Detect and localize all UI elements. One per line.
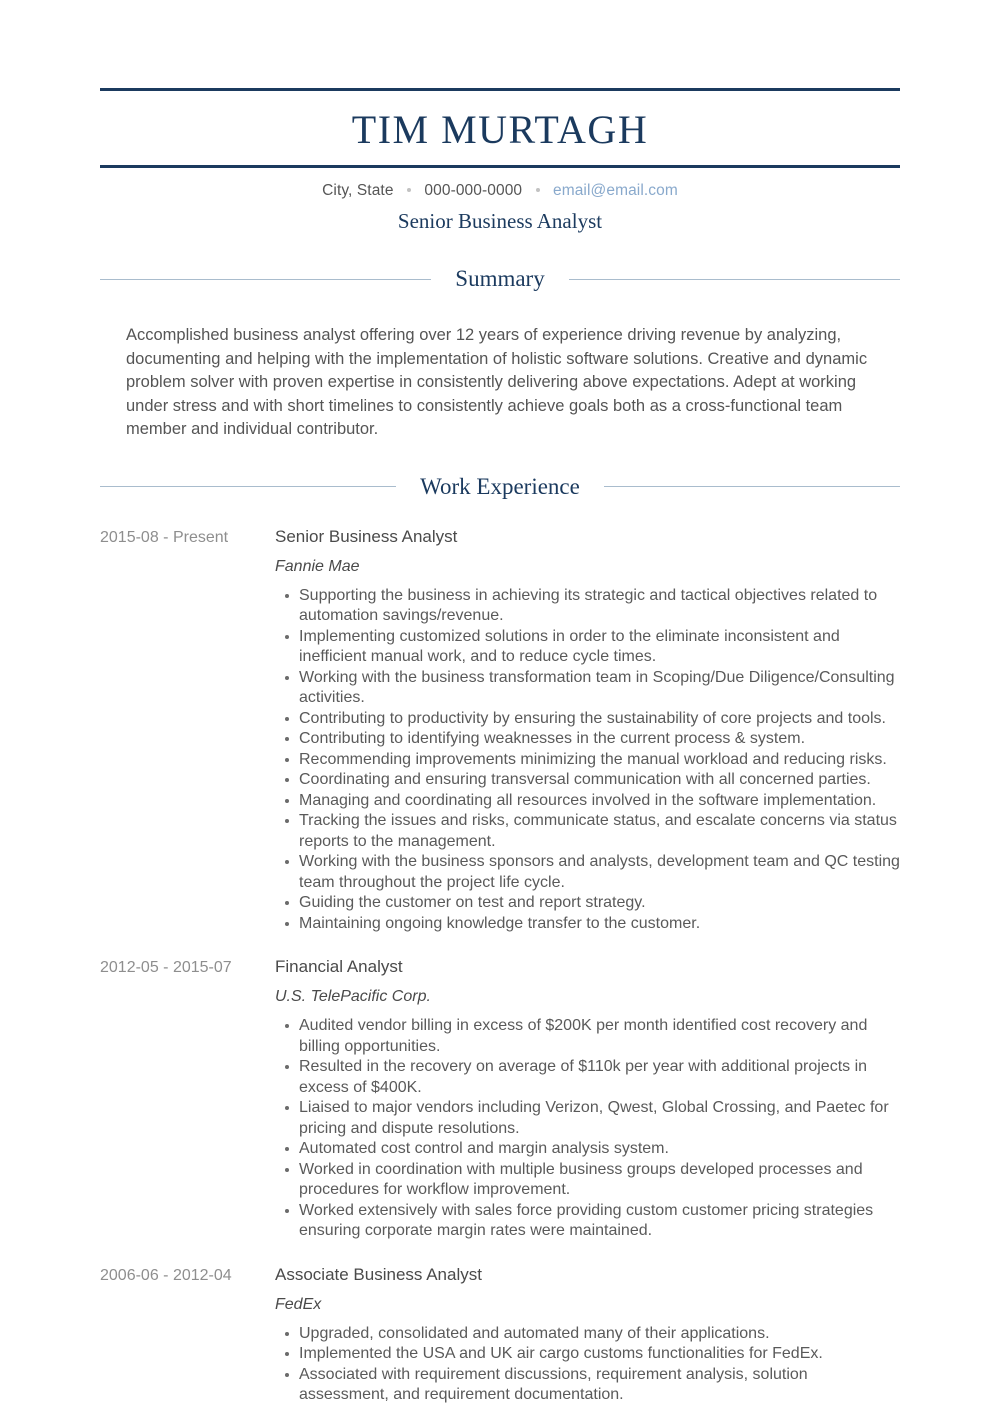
job-bullet: Guiding the customer on test and report strategy.: [299, 893, 900, 914]
section-rule-right: [569, 279, 900, 280]
job-bullet-list: [275, 1324, 900, 1406]
job-bullet: Liaised to major vendors including Verizon, Qwest, Global Crossing, and Paetec for pricing and dispute resolutions.: [299, 1098, 900, 1139]
section-header-work-experience: [100, 474, 900, 500]
job-detail: [275, 1264, 900, 1406]
job-company: U.S. TelePacific Corp.: [275, 988, 431, 1005]
job-bullet: Audited vendor billing in excess of $200K per month identified cost recovery and billing opportunities.: [299, 1016, 900, 1057]
candidate-name: TIM MURTAGH: [351, 107, 649, 152]
section-rule-left: [100, 279, 431, 280]
section-title-work-experience: Work Experience: [420, 473, 580, 499]
header-rule-bottom: [100, 165, 900, 168]
job-entry: [100, 956, 900, 1242]
work-experience-list: [100, 526, 900, 1406]
dot-separator-icon: [407, 188, 411, 192]
job-bullet: Contributing to identifying weaknesses in the current process & system.: [299, 729, 900, 750]
job-entry: [100, 1264, 900, 1406]
job-bullet: Implementing customized solutions in order to the eliminate inconsistent and inefficient manual work, and to reduce cycle times.: [299, 627, 900, 668]
job-bullet-list: [275, 586, 900, 935]
job-bullet: Working with the business sponsors and analysts, development team and QC testing team throughout the project life cycle.: [299, 852, 900, 893]
contact-phone: 000-000-0000: [424, 182, 523, 199]
job-dates: 2012-05 - 2015-07: [100, 959, 232, 976]
job-title: Senior Business Analyst: [275, 526, 458, 546]
job-bullet: Implemented the USA and UK air cargo customs functionalities for FedEx.: [299, 1344, 900, 1365]
job-company: FedEx: [275, 1295, 322, 1313]
dot-separator-icon: [536, 188, 540, 192]
job-bullet: Automated cost control and margin analysis system.: [299, 1139, 900, 1160]
job-bullet: Tracking the issues and risks, communicate status, and escalate concerns via status reports to the management.: [299, 811, 900, 852]
name-block: [100, 91, 900, 165]
candidate-headline: Senior Business Analyst: [397, 209, 603, 233]
job-bullet: Maintaining ongoing knowledge transfer to the customer.: [299, 914, 900, 935]
contact-location: City, State: [322, 182, 394, 199]
job-bullet: Worked extensively with sales force providing custom customer pricing strategies ensuring corporate margin rates were maintained.: [299, 1201, 900, 1242]
job-bullet: Resulted in the recovery on average of $110k per year with additional projects in excess of $400K.: [299, 1057, 900, 1098]
job-dates: 2015-08 - Present: [100, 528, 229, 546]
job-entry: [100, 526, 900, 935]
job-detail: [275, 526, 900, 935]
section-rule-left: [100, 486, 396, 487]
job-bullet: Working with the business transformation team in Scoping/Due Diligence/Consulting activities.: [299, 668, 900, 709]
resume-header: [100, 0, 900, 234]
section-title-summary: Summary: [455, 266, 545, 291]
job-bullet: Upgraded, consolidated and automated many of their applications.: [299, 1324, 900, 1345]
section-rule-right: [604, 486, 900, 487]
summary-text: Accomplished business analyst offering over 12 years of experience driving revenue by analyzing, documenting and helping with the implementation of holistic software solutions. Creative and dynamic problem solver with proven expertise in consistently delivering above expectations. Adept at working under stress and with short timelines to consistently achieve goals both as a cross-functional team member and individual contributor.: [126, 326, 868, 438]
job-bullet: Coordinating and ensuring transversal communication with all concerned parties.: [299, 770, 900, 791]
contact-email-link[interactable]: email@email.com: [552, 182, 678, 199]
job-company: Fannie Mae: [275, 557, 360, 575]
job-bullet-list: [275, 1016, 900, 1242]
contact-line: [100, 182, 900, 200]
job-bullet: Worked in coordination with multiple business groups developed processes and procedures for workflow improvement.: [299, 1160, 900, 1201]
job-detail: [275, 956, 900, 1242]
job-bullet: Associated with requirement discussions, requirement analysis, solution assessment, and requirement documentation.: [299, 1365, 900, 1406]
job-bullet: Recommending improvements minimizing the manual workload and reducing risks.: [299, 750, 900, 771]
job-dates: 2006-06 - 2012-04: [100, 1266, 232, 1284]
section-header-summary: [100, 266, 900, 292]
job-title: Financial Analyst: [275, 957, 403, 976]
job-bullet: Supporting the business in achieving its strategic and tactical objectives related to automation savings/revenue.: [299, 586, 900, 627]
job-bullet: Contributing to productivity by ensuring the sustainability of core projects and tools.: [299, 709, 900, 730]
job-bullet: Managing and coordinating all resources involved in the software implementation.: [299, 791, 900, 812]
job-title: Associate Business Analyst: [275, 1264, 482, 1284]
